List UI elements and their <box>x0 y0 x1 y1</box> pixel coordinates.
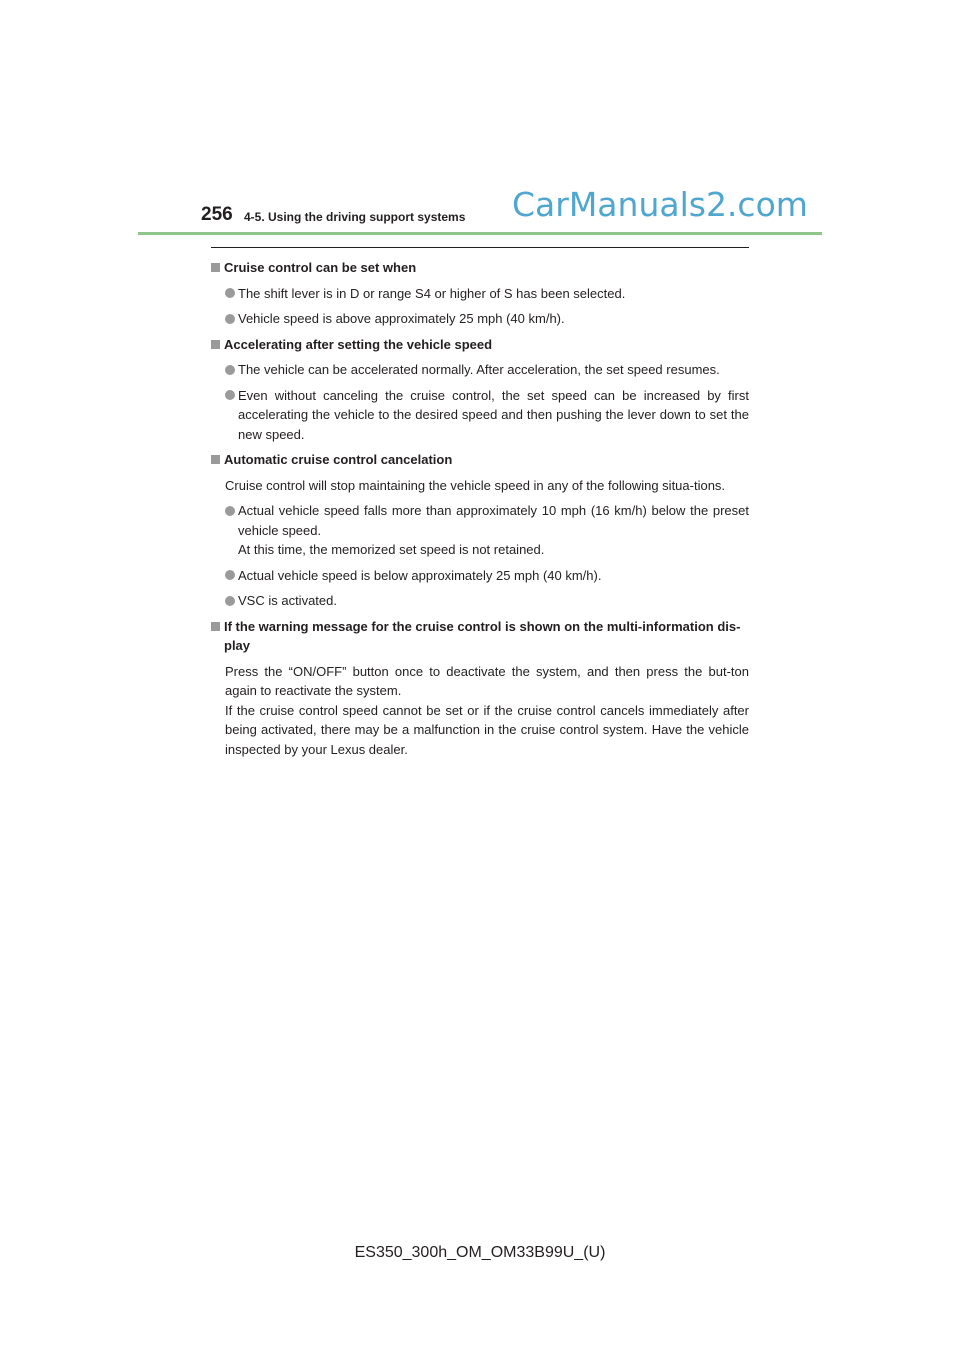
section-block <box>211 450 749 611</box>
list-item <box>225 566 749 586</box>
square-bullet-icon <box>211 622 220 631</box>
content-area <box>211 258 749 765</box>
round-bullet-icon <box>225 596 235 606</box>
section-heading <box>211 617 749 656</box>
watermark: CarManuals2.com <box>512 185 808 224</box>
section-heading <box>211 335 749 355</box>
list-item <box>225 386 749 445</box>
list-item <box>225 360 749 380</box>
list-item-text: The shift lever is in D or range S4 or higher of S has been selected. <box>238 285 626 301</box>
square-bullet-icon <box>211 263 220 272</box>
list-item-text: VSC is activated. <box>238 593 337 608</box>
round-bullet-icon <box>225 390 235 400</box>
list-item <box>225 501 749 560</box>
page-number: 256 <box>201 204 233 225</box>
section-heading-text: Cruise control can be set when <box>224 260 417 275</box>
square-bullet-icon <box>211 455 220 464</box>
list-item <box>225 309 749 329</box>
section-paragraph: Press the “ON/OFF” button once to deactivate the system, and then press the but-ton again to reactivate the system. If the cruise control speed cannot be set or if the cruise control cancels immediately after being activated, there may be a malfunction in the cruise control system. Have the vehicle inspected by your Lexus dealer. <box>225 663 749 757</box>
list-item <box>225 591 749 611</box>
square-bullet-icon <box>211 340 220 349</box>
content-rule <box>211 247 749 248</box>
section-title: 4-5. Using the driving support systems <box>244 210 466 224</box>
list-item-text: Actual vehicle speed falls more than approximately 10 mph (16 km/h) below the preset vehicle speed. At this time, the memorized set speed is not retained. <box>238 503 749 557</box>
round-bullet-icon <box>225 365 235 375</box>
footer-code: ES350_300h_OM_OM33B99U_(U) <box>354 1244 606 1261</box>
round-bullet-icon <box>225 506 235 516</box>
section-block <box>211 335 749 445</box>
section-heading <box>211 450 749 470</box>
section-paragraph: Cruise control will stop maintaining the vehicle speed in any of the following situa-tions. <box>225 477 726 493</box>
section-heading-text: Accelerating after setting the vehicle speed <box>224 336 493 352</box>
section-heading-text: Automatic cruise control cancelation <box>224 452 453 467</box>
list-item-text: The vehicle can be accelerated normally. After acceleration, the set speed resumes. <box>238 362 720 377</box>
section-block <box>211 617 749 760</box>
list-item-text: Even without canceling the cruise control, the set speed can be increased by first accelerating the vehicle to the desired speed and then pushing the lever down to set the new speed. <box>238 387 749 442</box>
section-block <box>211 258 749 329</box>
section-heading <box>211 258 749 278</box>
round-bullet-icon <box>225 314 235 324</box>
list-item-text: Vehicle speed is above approximately 25 mph (40 km/h). <box>238 311 565 326</box>
round-bullet-icon <box>225 288 235 298</box>
section-heading-text: If the warning message for the cruise control is shown on the multi-information dis-play <box>224 618 741 653</box>
round-bullet-icon <box>225 570 235 580</box>
list-item <box>225 284 749 304</box>
header-rule <box>138 232 822 235</box>
list-item-text: Actual vehicle speed is below approximately 25 mph (40 km/h). <box>238 567 602 583</box>
